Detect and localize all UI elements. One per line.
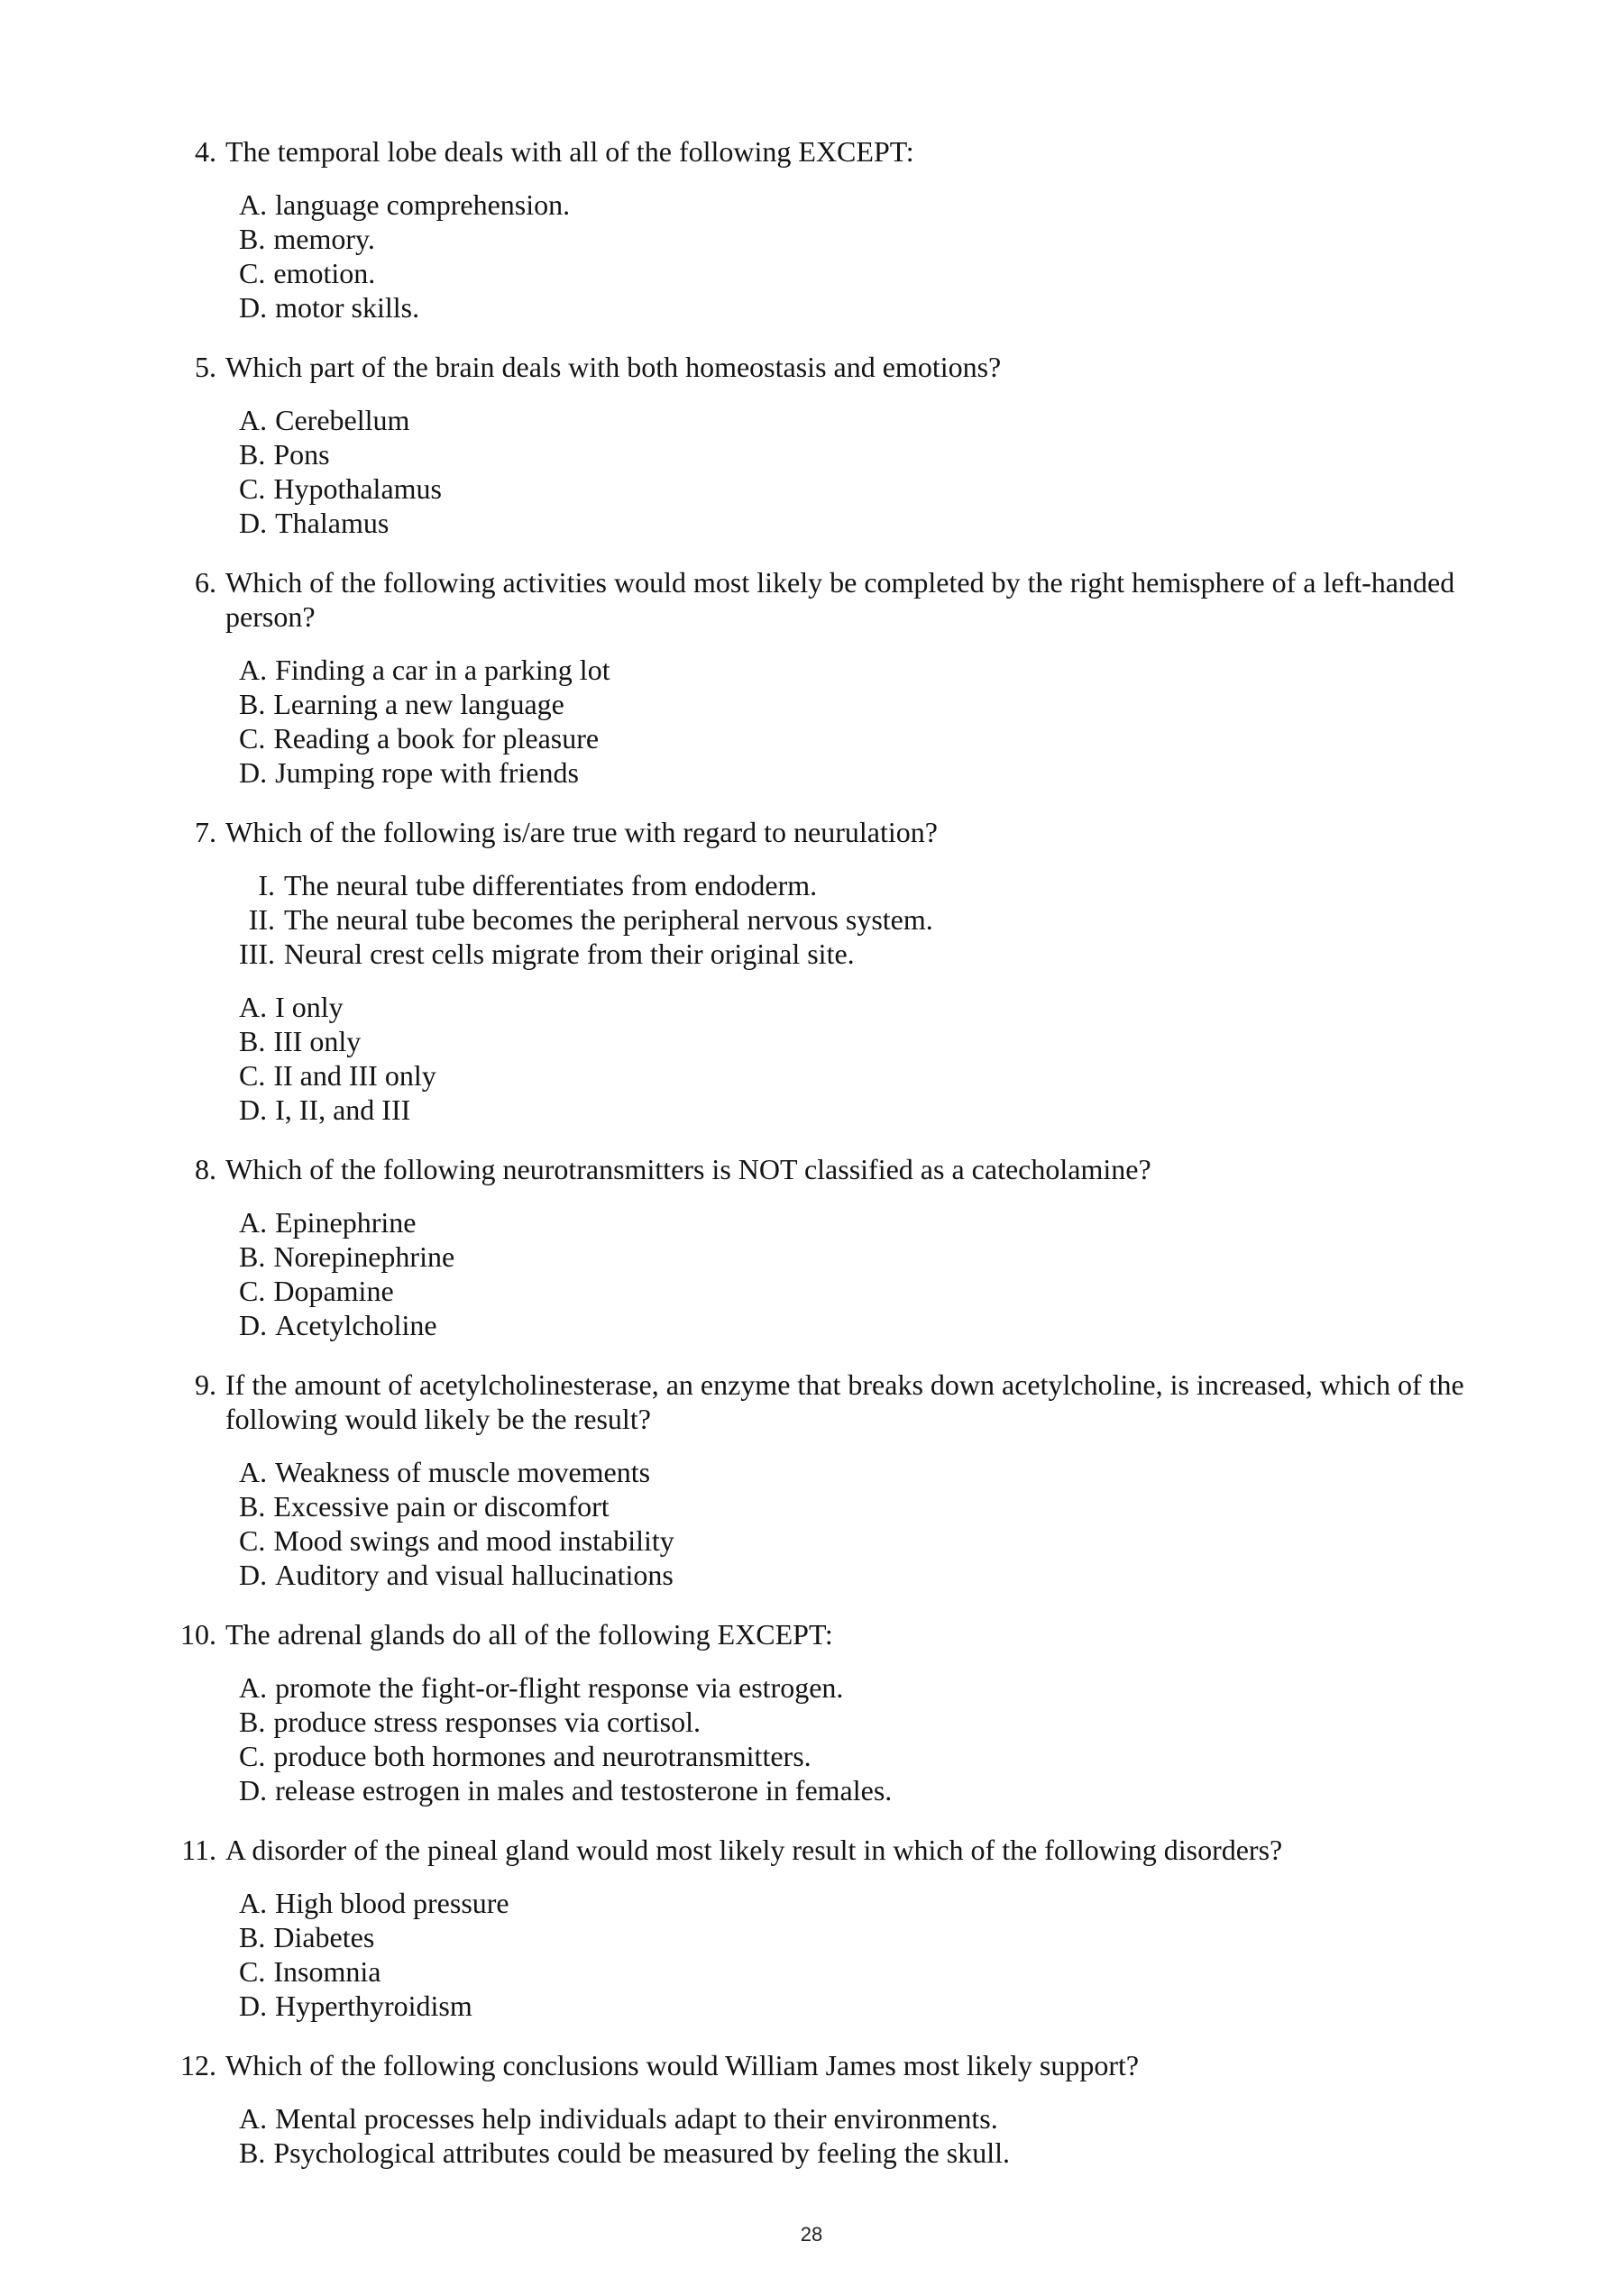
option-label: C. <box>239 1524 266 1557</box>
option-item <box>239 1773 1515 1807</box>
option-text: Epinephrine <box>275 1206 417 1239</box>
question-text: A disorder of the pineal gland would most likely result in which of the following disorders? <box>225 1834 1283 1866</box>
options-list <box>239 653 1515 790</box>
option-item <box>239 2136 1515 2170</box>
options-list <box>239 1455 1515 1592</box>
option-text: Mood swings and mood instability <box>273 1524 674 1557</box>
options-list <box>239 2101 1515 2170</box>
statement-item <box>225 902 1515 937</box>
option-label: B. <box>239 688 266 720</box>
question-body <box>225 815 1515 1127</box>
option-text: Learning a new language <box>273 688 564 720</box>
option-item <box>239 1739 1515 1773</box>
option-label: C. <box>239 722 266 755</box>
option-label: A. <box>239 1206 268 1239</box>
option-label: A. <box>239 1456 268 1488</box>
statement-label: I. <box>258 869 275 901</box>
question-body <box>225 134 1515 325</box>
option-text: Reading a book for pleasure <box>273 722 600 755</box>
option-item <box>239 1058 1515 1093</box>
options-list <box>239 1670 1515 1807</box>
question-number: 9. <box>195 1368 216 1401</box>
question-number: 8. <box>195 1153 216 1185</box>
option-text: I, II, and III <box>275 1093 411 1126</box>
options-list <box>239 1205 1515 1342</box>
option-label: B. <box>239 1240 266 1273</box>
option-text: release estrogen in males and testosterone in females. <box>275 1774 893 1807</box>
option-text: Cerebellum <box>275 404 410 436</box>
question-text: The temporal lobe deals with all of the following EXCEPT: <box>225 135 914 168</box>
option-text: I only <box>275 991 344 1023</box>
option-item <box>239 1705 1515 1739</box>
options-list <box>239 188 1515 325</box>
question-text: Which of the following conclusions would William James most likely support? <box>225 2049 1140 2081</box>
option-text: Pons <box>273 438 330 471</box>
question-body <box>225 565 1515 790</box>
question-item <box>113 2048 1623 2170</box>
option-label: D. <box>239 1093 268 1126</box>
option-text: Excessive pain or discomfort <box>273 1490 610 1523</box>
option-item <box>239 687 1515 721</box>
option-label: A. <box>239 404 268 436</box>
option-item <box>239 1954 1515 1989</box>
option-item <box>239 2101 1515 2136</box>
question-text: The adrenal glands do all of the following EXCEPT: <box>225 1618 833 1651</box>
question-body <box>225 350 1515 540</box>
statement-item <box>225 937 1515 971</box>
options-list <box>239 403 1515 540</box>
option-label: B. <box>239 1706 266 1738</box>
options-list <box>239 990 1515 1127</box>
question-item <box>113 1617 1623 1807</box>
option-text: Insomnia <box>273 1955 381 1988</box>
option-text: Mental processes help individuals adapt to their environments. <box>275 2102 998 2135</box>
option-label: D. <box>239 507 268 539</box>
statement-label: II. <box>248 903 275 936</box>
question-number: 11. <box>181 1834 216 1866</box>
statements-list <box>225 868 1515 971</box>
option-label: D. <box>239 291 268 324</box>
question-text: If the amount of acetylcholinesterase, an enzyme that breaks down acetylcholine, is increased, which of the following would likely be the result? <box>225 1368 1464 1435</box>
option-text: Dopamine <box>273 1275 394 1307</box>
option-item <box>239 1024 1515 1058</box>
option-label: D. <box>239 1990 268 2022</box>
option-item <box>239 1886 1515 1920</box>
option-item <box>239 1455 1515 1489</box>
option-item <box>239 290 1515 325</box>
option-text: language comprehension. <box>275 188 571 221</box>
option-label: C. <box>239 257 266 289</box>
option-text: produce stress responses via cortisol. <box>273 1706 701 1738</box>
question-body <box>225 2048 1515 2170</box>
option-text: Norepinephrine <box>273 1240 455 1273</box>
statement-text: The neural tube becomes the peripheral nervous system. <box>284 903 933 936</box>
question-body <box>225 1368 1515 1592</box>
option-item <box>239 1274 1515 1308</box>
option-item <box>239 721 1515 755</box>
option-text: III only <box>273 1025 362 1057</box>
option-text: Finding a car in a parking lot <box>275 654 610 686</box>
option-item <box>239 1093 1515 1127</box>
question-body <box>225 1617 1515 1807</box>
statement-text: The neural tube differentiates from endoderm. <box>284 869 818 901</box>
option-label: C. <box>239 1740 266 1772</box>
option-text: emotion. <box>273 257 376 289</box>
option-text: promote the fight-or-flight response via estrogen. <box>275 1671 844 1704</box>
option-label: C. <box>239 1059 266 1092</box>
question-number: 12. <box>180 2049 216 2081</box>
option-label: B. <box>239 223 266 255</box>
question-item <box>113 815 1623 1127</box>
option-item <box>239 1920 1515 1954</box>
option-item <box>239 653 1515 687</box>
option-text: produce both hormones and neurotransmitters. <box>273 1740 812 1772</box>
option-text: Diabetes <box>273 1921 375 1953</box>
option-label: A. <box>239 654 268 686</box>
option-label: D. <box>239 1774 268 1807</box>
statement-text: Neural crest cells migrate from their original site. <box>284 938 855 970</box>
option-label: D. <box>239 756 268 789</box>
options-list <box>239 1886 1515 2023</box>
option-label: A. <box>239 2102 268 2135</box>
question-item <box>113 1368 1623 1592</box>
option-item <box>239 1558 1515 1592</box>
question-item <box>113 1833 1623 2023</box>
question-item <box>113 565 1623 790</box>
option-item <box>239 1523 1515 1558</box>
option-item <box>239 1205 1515 1239</box>
option-text: Psychological attributes could be measured by feeling the skull. <box>273 2136 1011 2169</box>
question-body <box>225 1833 1515 2023</box>
option-item <box>239 990 1515 1024</box>
question-item <box>113 134 1623 325</box>
question-number: 5. <box>195 351 216 383</box>
option-label: C. <box>239 472 266 505</box>
option-text: Acetylcholine <box>275 1309 437 1341</box>
question-text: Which of the following activities would most likely be completed by the right hemisphere of a left-handed person? <box>225 566 1455 633</box>
option-text: Auditory and visual hallucinations <box>275 1559 674 1591</box>
option-label: B. <box>239 1025 266 1057</box>
option-label: C. <box>239 1275 266 1307</box>
option-item <box>239 437 1515 471</box>
statement-item <box>225 868 1515 902</box>
option-text: Hypothalamus <box>273 472 442 505</box>
option-item <box>239 471 1515 506</box>
option-item <box>239 222 1515 256</box>
option-item <box>239 1670 1515 1705</box>
question-text: Which part of the brain deals with both homeostasis and emotions? <box>225 351 1002 383</box>
option-item <box>239 1489 1515 1523</box>
question-item <box>113 350 1623 540</box>
option-label: B. <box>239 2136 266 2169</box>
option-label: C. <box>239 1955 266 1988</box>
question-body <box>225 1152 1515 1342</box>
option-text: motor skills. <box>275 291 420 324</box>
option-text: Hyperthyroidism <box>275 1990 472 2022</box>
option-text: II and III only <box>273 1059 436 1092</box>
question-text: Which of the following neurotransmitters is NOT classified as a catecholamine? <box>225 1153 1151 1185</box>
option-label: A. <box>239 188 268 221</box>
option-text: memory. <box>273 223 375 255</box>
question-number: 7. <box>195 816 216 848</box>
option-label: B. <box>239 1921 266 1953</box>
option-text: Weakness of muscle movements <box>275 1456 651 1488</box>
option-item <box>239 1239 1515 1274</box>
option-item <box>239 506 1515 540</box>
option-label: B. <box>239 438 266 471</box>
option-item <box>239 403 1515 437</box>
option-text: Jumping rope with friends <box>275 756 579 789</box>
option-label: A. <box>239 991 268 1023</box>
page-number: 28 <box>800 2223 823 2246</box>
option-label: D. <box>239 1559 268 1591</box>
statement-label: III. <box>239 938 275 970</box>
question-number: 10. <box>180 1618 216 1651</box>
option-item <box>239 188 1515 222</box>
option-item <box>239 1308 1515 1342</box>
option-label: A. <box>239 1671 268 1704</box>
option-label: D. <box>239 1309 268 1341</box>
option-label: A. <box>239 1887 268 1919</box>
option-item <box>239 1989 1515 2023</box>
option-text: Thalamus <box>275 507 390 539</box>
question-text: Which of the following is/are true with regard to neurulation? <box>225 816 938 848</box>
question-number: 4. <box>195 135 216 168</box>
option-item <box>239 256 1515 290</box>
question-item <box>113 1152 1623 1342</box>
question-number: 6. <box>195 566 216 599</box>
option-item <box>239 755 1515 790</box>
option-text: High blood pressure <box>275 1887 509 1919</box>
option-label: B. <box>239 1490 266 1523</box>
